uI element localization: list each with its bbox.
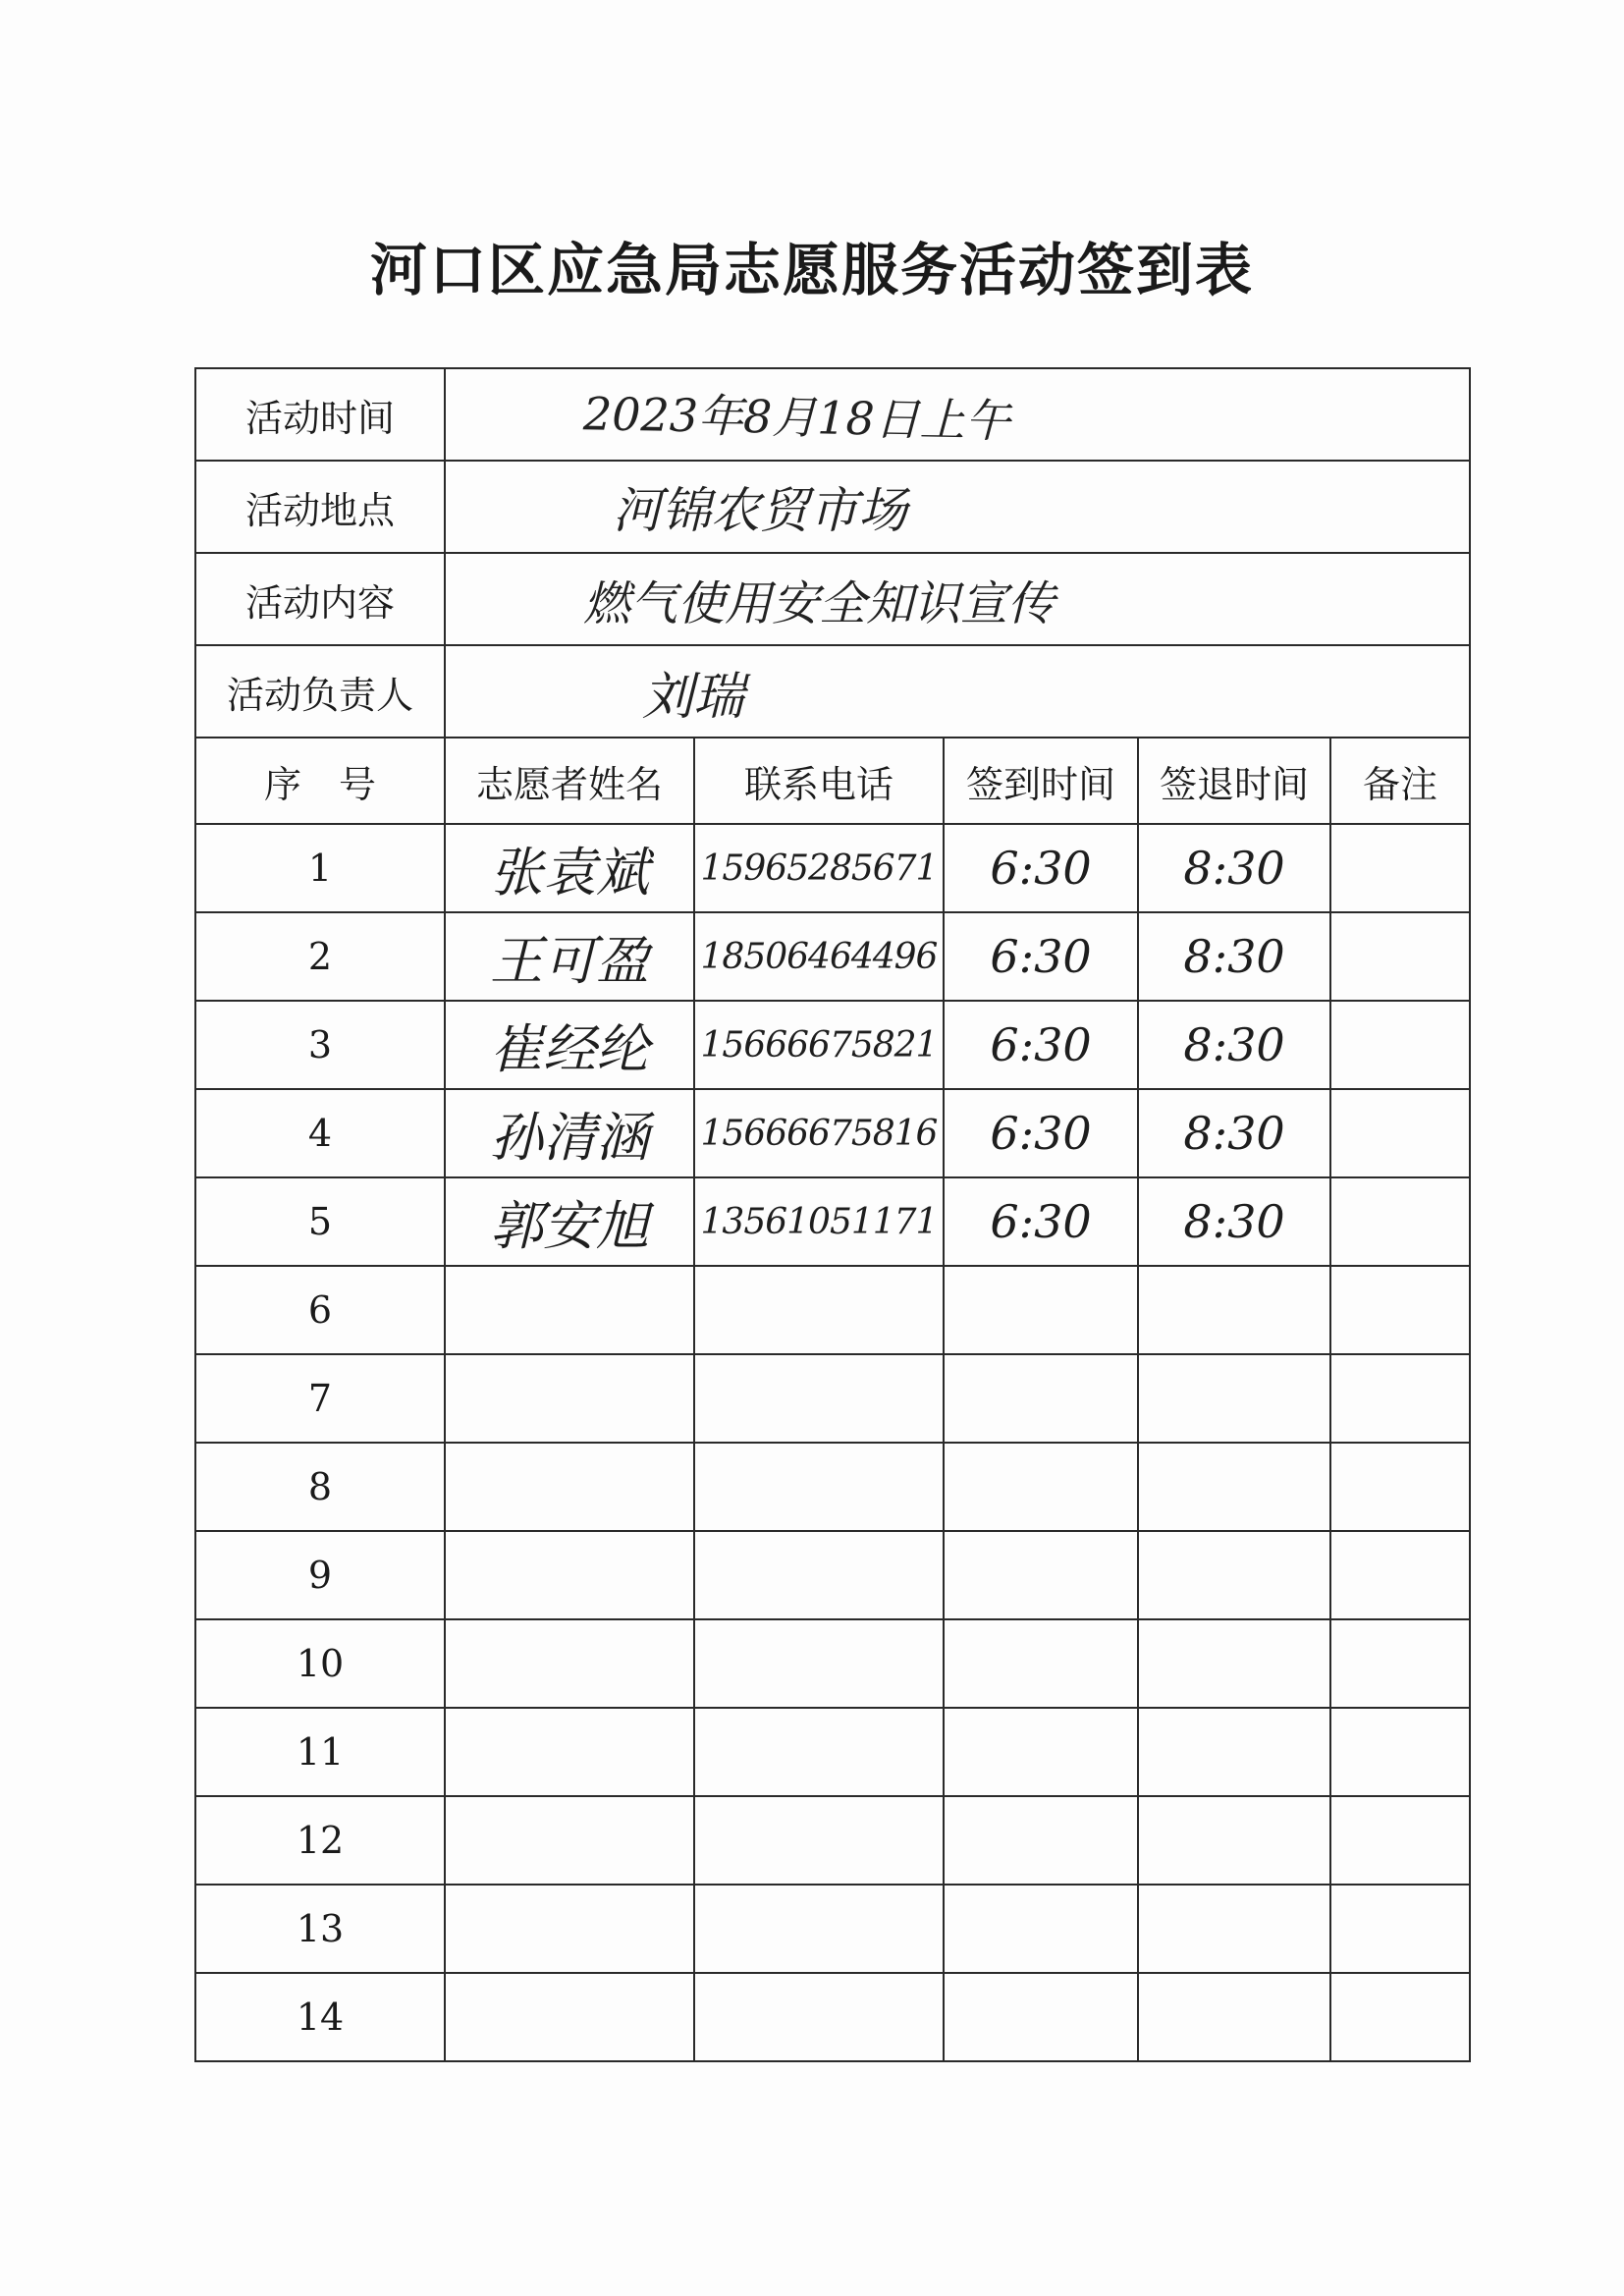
header-sign-out: 签退时间: [1138, 738, 1330, 824]
sign-out-time: [1138, 1354, 1330, 1443]
activity-content-label: 活动内容: [195, 553, 445, 645]
remark-cell: [1330, 1443, 1470, 1531]
sign-in-time: [944, 1619, 1138, 1708]
table-row: [195, 1973, 1470, 2061]
remark-cell: [1330, 1354, 1470, 1443]
sign-out-time: [1138, 1266, 1330, 1354]
activity-leader-label: 活动负责人: [195, 645, 445, 738]
contact-phone: 15965285671: [694, 824, 944, 912]
sign-out-time: [1138, 1885, 1330, 1973]
volunteer-name: 孙清涵: [445, 1089, 694, 1177]
activity-time-label: 活动时间: [195, 368, 445, 461]
sign-out-time: 8:30: [1138, 1089, 1330, 1177]
remark-cell: [1330, 1001, 1470, 1089]
remark-cell: [1330, 1708, 1470, 1796]
activity-place-label: 活动地点: [195, 461, 445, 553]
table-row: [195, 1089, 1470, 1177]
sign-in-time: 6:30: [944, 1089, 1138, 1177]
activity-content-value: [445, 553, 1470, 645]
table-row: [195, 1354, 1470, 1443]
sign-out-time: [1138, 1708, 1330, 1796]
remark-cell: [1330, 824, 1470, 912]
sign-in-table: [194, 367, 1471, 2062]
contact-phone: 15666675816: [694, 1089, 944, 1177]
remark-cell: [1330, 1619, 1470, 1708]
activity-leader-signature: 刘瑞: [642, 667, 745, 727]
contact-phone: [694, 1443, 944, 1531]
table-row: [195, 1531, 1470, 1619]
row-index: 11: [195, 1708, 445, 1796]
sign-in-time: [944, 1443, 1138, 1531]
sign-out-time: 8:30: [1138, 824, 1330, 912]
volunteer-name: [445, 1531, 694, 1619]
contact-phone: [694, 1531, 944, 1619]
table-row: [195, 1443, 1470, 1531]
remark-cell: [1330, 1266, 1470, 1354]
sign-in-time: [944, 1354, 1138, 1443]
sign-out-time: [1138, 1531, 1330, 1619]
table-row: [195, 1619, 1470, 1708]
contact-phone: [694, 1885, 944, 1973]
sign-out-time: [1138, 1973, 1330, 2061]
sign-out-time: 8:30: [1138, 1177, 1330, 1266]
contact-phone: 13561051171: [694, 1177, 944, 1266]
column-header-row: [195, 738, 1470, 824]
table-row: [195, 1177, 1470, 1266]
remark-cell: [1330, 1531, 1470, 1619]
volunteer-name: 崔经纶: [445, 1001, 694, 1089]
table-row: [195, 1885, 1470, 1973]
header-phone: 联系电话: [694, 738, 944, 824]
info-row-time: [195, 368, 1470, 461]
volunteer-name: [445, 1708, 694, 1796]
header-sign-in: 签到时间: [944, 738, 1138, 824]
table-row: [195, 1266, 1470, 1354]
table-row: [195, 824, 1470, 912]
activity-place-value: [445, 461, 1470, 553]
contact-phone: 15666675821: [694, 1001, 944, 1089]
activity-place-text: 河锦农贸市场: [613, 482, 907, 539]
row-index: 14: [195, 1973, 445, 2061]
sign-in-time: 6:30: [944, 1177, 1138, 1266]
table-row: [195, 1796, 1470, 1885]
sign-out-time: [1138, 1796, 1330, 1885]
sign-out-time: [1138, 1443, 1330, 1531]
contact-phone: 18506464496: [694, 912, 944, 1001]
row-index: 10: [195, 1619, 445, 1708]
remark-cell: [1330, 912, 1470, 1001]
table-row: [195, 912, 1470, 1001]
info-row-leader: [195, 645, 1470, 738]
sign-out-time: [1138, 1619, 1330, 1708]
info-row-content: [195, 553, 1470, 645]
sign-in-time: 6:30: [944, 824, 1138, 912]
sign-in-time: [944, 1531, 1138, 1619]
remark-cell: [1330, 1177, 1470, 1266]
remark-cell: [1330, 1089, 1470, 1177]
row-index: 6: [195, 1266, 445, 1354]
activity-time-value: [445, 368, 1470, 461]
sign-in-time: 6:30: [944, 1001, 1138, 1089]
table-row: [195, 1708, 1470, 1796]
sign-in-time: [944, 1796, 1138, 1885]
sign-out-time: 8:30: [1138, 912, 1330, 1001]
row-index: 4: [195, 1089, 445, 1177]
volunteer-name: [445, 1443, 694, 1531]
remark-cell: [1330, 1885, 1470, 1973]
volunteer-name: 张袁斌: [445, 824, 694, 912]
row-index: 2: [195, 912, 445, 1001]
volunteer-name: [445, 1973, 694, 2061]
sign-out-time: 8:30: [1138, 1001, 1330, 1089]
sign-in-time: [944, 1885, 1138, 1973]
row-index: 7: [195, 1354, 445, 1443]
sign-in-time: [944, 1708, 1138, 1796]
row-index: 9: [195, 1531, 445, 1619]
volunteer-name: [445, 1619, 694, 1708]
sign-in-time: [944, 1973, 1138, 2061]
header-remark: 备注: [1330, 738, 1470, 824]
page-title: 河口区应急局志愿服务活动签到表: [369, 237, 1254, 303]
remark-cell: [1330, 1973, 1470, 2061]
sign-in-time: [944, 1266, 1138, 1354]
info-row-place: [195, 461, 1470, 553]
table-row: [195, 1001, 1470, 1089]
row-index: 3: [195, 1001, 445, 1089]
volunteer-name: 王可盈: [445, 912, 694, 1001]
row-index: 8: [195, 1443, 445, 1531]
header-index: 序 号: [195, 738, 445, 824]
row-index: 1: [195, 824, 445, 912]
volunteer-name: [445, 1266, 694, 1354]
volunteer-name: [445, 1796, 694, 1885]
contact-phone: [694, 1973, 944, 2061]
header-name: 志愿者姓名: [445, 738, 694, 824]
contact-phone: [694, 1266, 944, 1354]
volunteer-name: [445, 1354, 694, 1443]
volunteer-name: [445, 1885, 694, 1973]
row-index: 5: [195, 1177, 445, 1266]
contact-phone: [694, 1354, 944, 1443]
contact-phone: [694, 1619, 944, 1708]
contact-phone: [694, 1708, 944, 1796]
activity-leader-value: [445, 645, 1470, 738]
contact-phone: [694, 1796, 944, 1885]
row-index: 13: [195, 1885, 445, 1973]
volunteer-name: 郭安旭: [445, 1177, 694, 1266]
activity-time-text: 2023年8月18日上午: [582, 387, 1011, 448]
activity-content-text: 燃气使用安全知识宣传: [583, 575, 1056, 631]
remark-cell: [1330, 1796, 1470, 1885]
sign-in-time: 6:30: [944, 912, 1138, 1001]
row-index: 12: [195, 1796, 445, 1885]
